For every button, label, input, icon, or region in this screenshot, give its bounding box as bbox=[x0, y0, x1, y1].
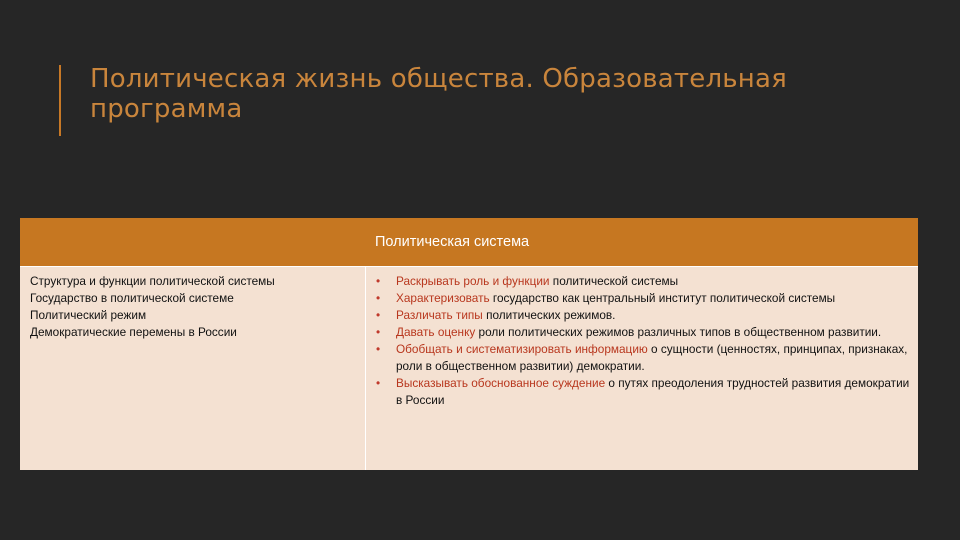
topic-item: Государство в политической системе bbox=[30, 291, 234, 305]
skill-verb: Различать типы bbox=[396, 308, 483, 322]
column-divider bbox=[365, 267, 366, 470]
topic-item: Политический режим bbox=[30, 308, 147, 322]
topics-column bbox=[30, 273, 360, 341]
skill-item bbox=[376, 273, 912, 290]
bullet-icon: • bbox=[376, 325, 381, 339]
program-table bbox=[20, 218, 918, 470]
skill-text: политической системы bbox=[549, 274, 679, 288]
skill-text: государство как центральный институт политической системы bbox=[489, 291, 836, 305]
skill-text: политических режимов. bbox=[482, 308, 616, 322]
bullet-icon: • bbox=[376, 308, 381, 322]
skill-text: о сущности (ценностях, принципах, признаках, роли в общественном развитии) демократии. bbox=[396, 342, 908, 373]
skill-item bbox=[376, 375, 912, 409]
skill-verb: Раскрывать роль и функции bbox=[396, 274, 550, 288]
skill-verb: Высказывать обоснованное суждение bbox=[396, 376, 606, 390]
skill-verb: Давать оценку bbox=[396, 325, 476, 339]
slide-title: Политическая жизнь общества. Образовательная программа bbox=[90, 64, 787, 124]
table-header bbox=[20, 218, 918, 267]
skill-verb: Обобщать и систематизировать информацию bbox=[396, 342, 648, 356]
skill-item bbox=[376, 290, 912, 307]
bullet-icon: • bbox=[376, 376, 381, 390]
bullet-icon: • bbox=[376, 291, 381, 305]
skill-text: роли политических режимов различных типов в общественном развитии. bbox=[475, 325, 882, 339]
skill-item bbox=[376, 307, 912, 324]
skill-verb: Характеризовать bbox=[396, 291, 490, 305]
topic-item: Демократические перемены в России bbox=[30, 325, 237, 339]
skills-column bbox=[376, 273, 912, 409]
table-header-label: Политическая система bbox=[375, 234, 530, 250]
skill-item bbox=[376, 341, 912, 375]
title-accent-bar bbox=[59, 65, 61, 136]
skill-item bbox=[376, 324, 912, 341]
bullet-icon: • bbox=[376, 274, 381, 288]
bullet-icon: • bbox=[376, 342, 381, 356]
topic-item: Структура и функции политической системы bbox=[30, 274, 275, 288]
skill-text: о путях преодоления трудностей развития демократии в России bbox=[396, 376, 910, 407]
